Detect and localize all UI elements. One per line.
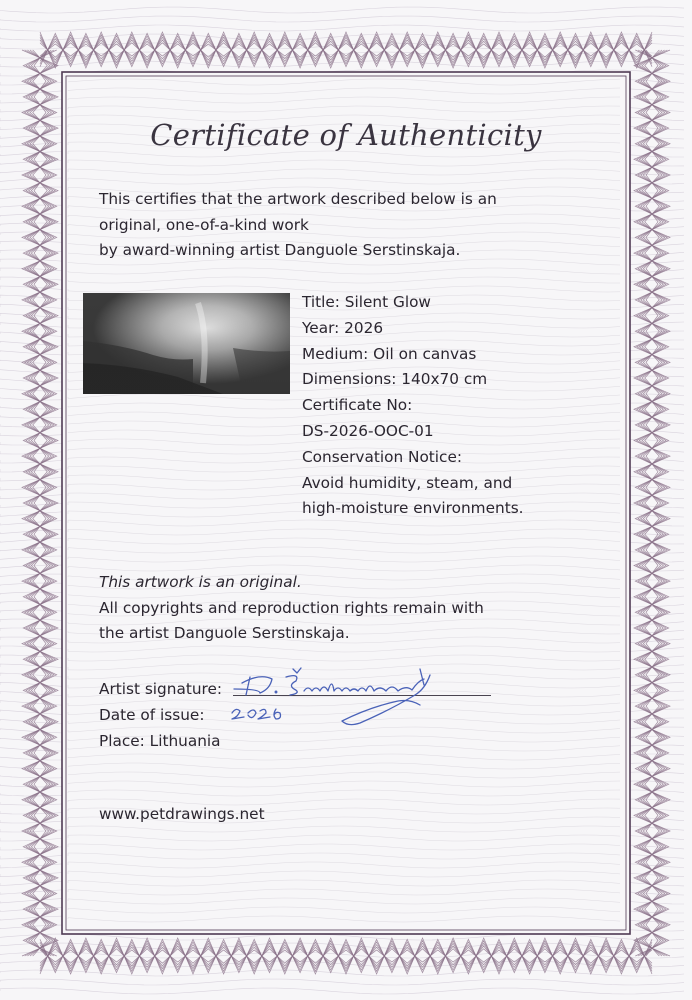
website-link[interactable]: www.petdrawings.net: [99, 805, 265, 823]
detail-conservation-line: high-moisture environments.: [302, 499, 524, 518]
artwork-thumbnail: [83, 293, 290, 394]
intro-line: This certifies that the artwork described below is an: [99, 190, 497, 208]
detail-certificate-number: DS-2026-OOC-01: [302, 421, 434, 440]
detail-title: Title: Silent Glow: [302, 293, 431, 311]
intro-line: by award-winning artist Danguole Serstinskaja.: [99, 241, 461, 259]
original-statement: This artwork is an original.: [99, 573, 302, 591]
detail-dimensions: Dimensions: 140x70 cm: [302, 370, 488, 389]
artwork-details: [302, 290, 602, 522]
date-of-issue-label: Date of issue:: [99, 706, 205, 724]
artist-signature-label: Artist signature:: [99, 680, 223, 698]
rights-line: the artist Danguole Serstinskaja.: [99, 624, 350, 642]
rights-line: All copyrights and reproduction rights remain with: [99, 598, 484, 617]
detail-medium: Medium: Oil on canvas: [302, 344, 477, 363]
detail-certificate-label: Certificate No:: [302, 396, 413, 415]
rights-statement: [99, 570, 599, 647]
detail-conservation-label: Conservation Notice:: [302, 447, 463, 466]
certificate-title: Certificate of Authenticity: [150, 118, 542, 152]
place-of-issue: Place: Lithuania: [99, 732, 221, 750]
intro-line: original, one-of-a-kind work: [99, 215, 309, 234]
detail-conservation-line: Avoid humidity, steam, and: [302, 473, 513, 492]
handwritten-signature: [220, 655, 470, 740]
intro-text: [99, 187, 579, 264]
detail-year: Year: 2026: [302, 318, 384, 337]
